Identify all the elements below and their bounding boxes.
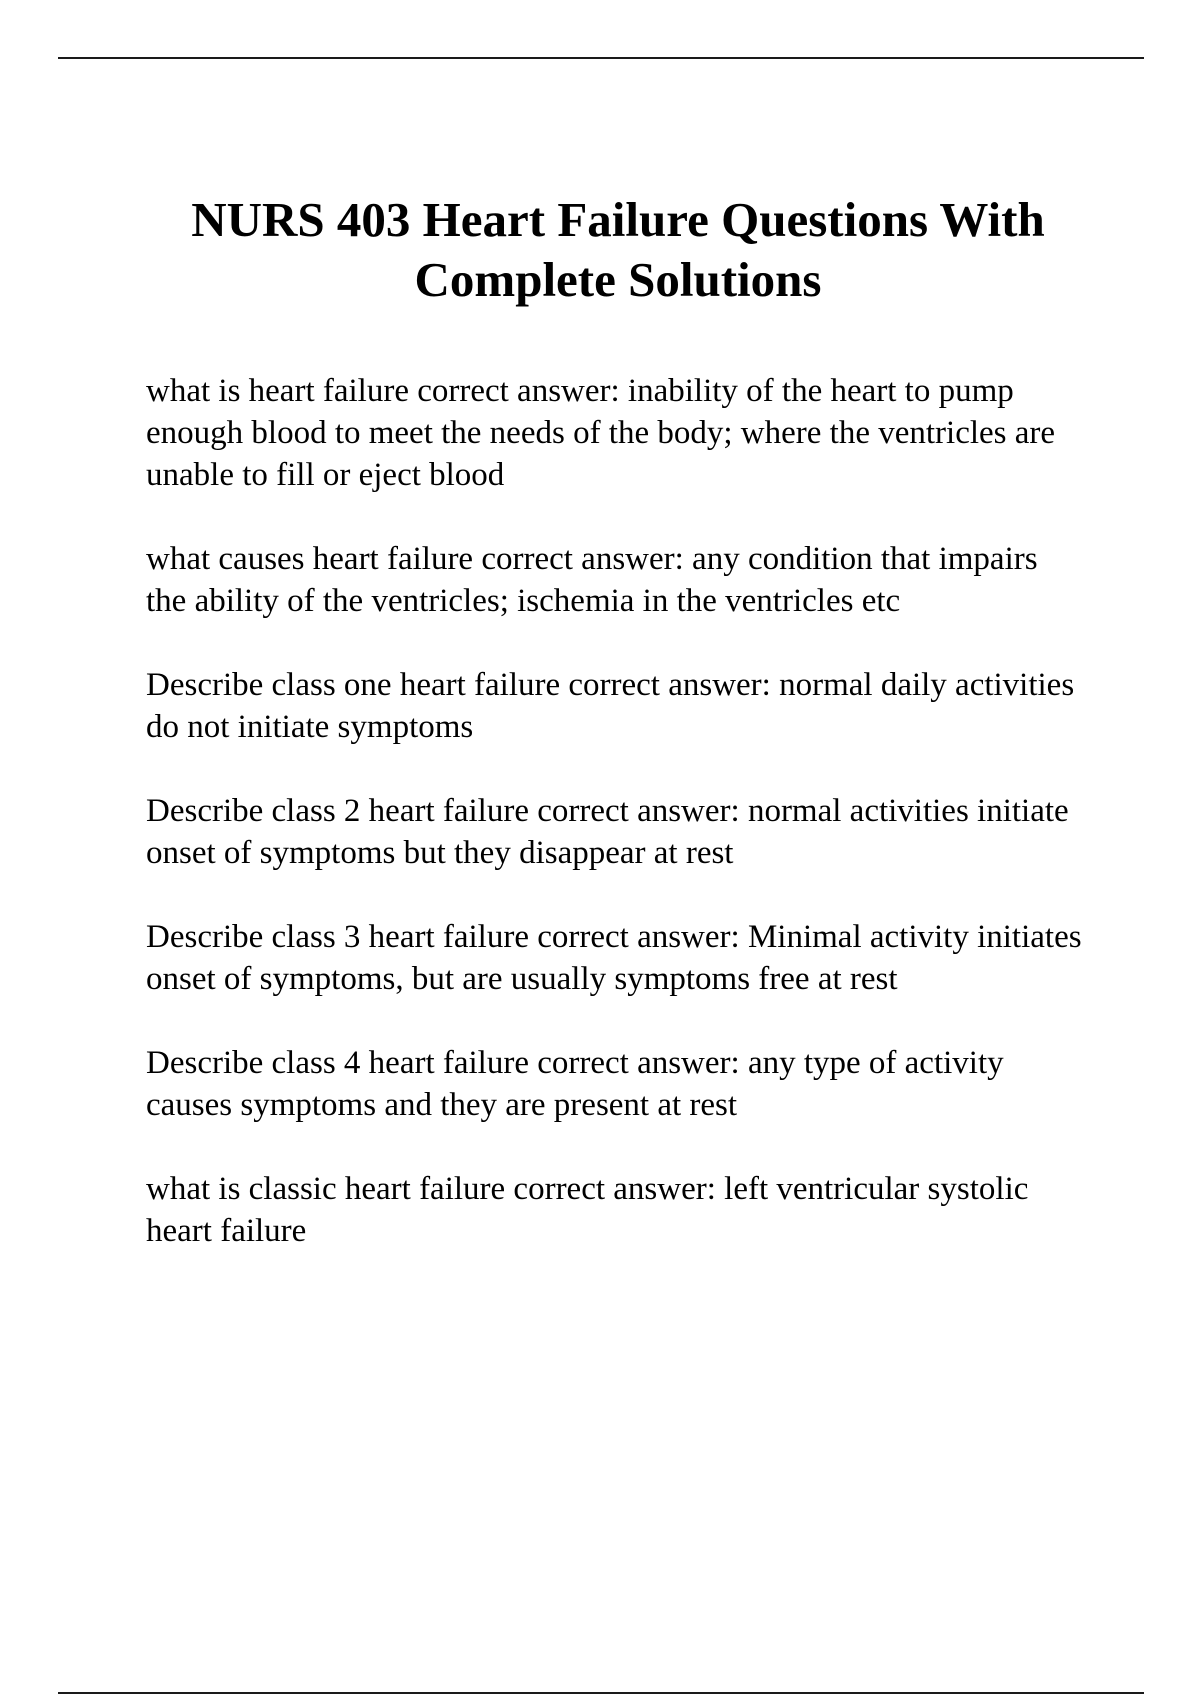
qa-item: Describe class 4 heart failure correct answer: any type of activity causes symptoms and they are present at rest bbox=[146, 1045, 1004, 1123]
qa-item: what is heart failure correct answer: inability of the heart to pump enough blood to meet the needs of the body; where the ventricles are unable to fill or eject blood bbox=[146, 373, 1056, 493]
qa-item: what is classic heart failure correct answer: left ventricular systolic heart failure bbox=[146, 1171, 1029, 1249]
document-title: NURS 403 Heart Failure Questions With Complete Solutions bbox=[191, 192, 1045, 307]
top-rule bbox=[58, 57, 1144, 59]
qa-item: Describe class 3 heart failure correct answer: Minimal activity initiates onset of symptoms, but are usually symptoms free at rest bbox=[146, 919, 1082, 997]
qa-item: what causes heart failure correct answer: any condition that impairs the ability of the ventricles; ischemia in the ventricles etc bbox=[146, 541, 1038, 619]
qa-item: Describe class 2 heart failure correct answer: normal activities initiate onset of symptoms but they disappear at rest bbox=[146, 793, 1069, 871]
bottom-rule bbox=[58, 1692, 1144, 1694]
qa-list bbox=[146, 370, 1086, 1294]
qa-item: Describe class one heart failure correct answer: normal daily activities do not initiate symptoms bbox=[146, 667, 1075, 745]
